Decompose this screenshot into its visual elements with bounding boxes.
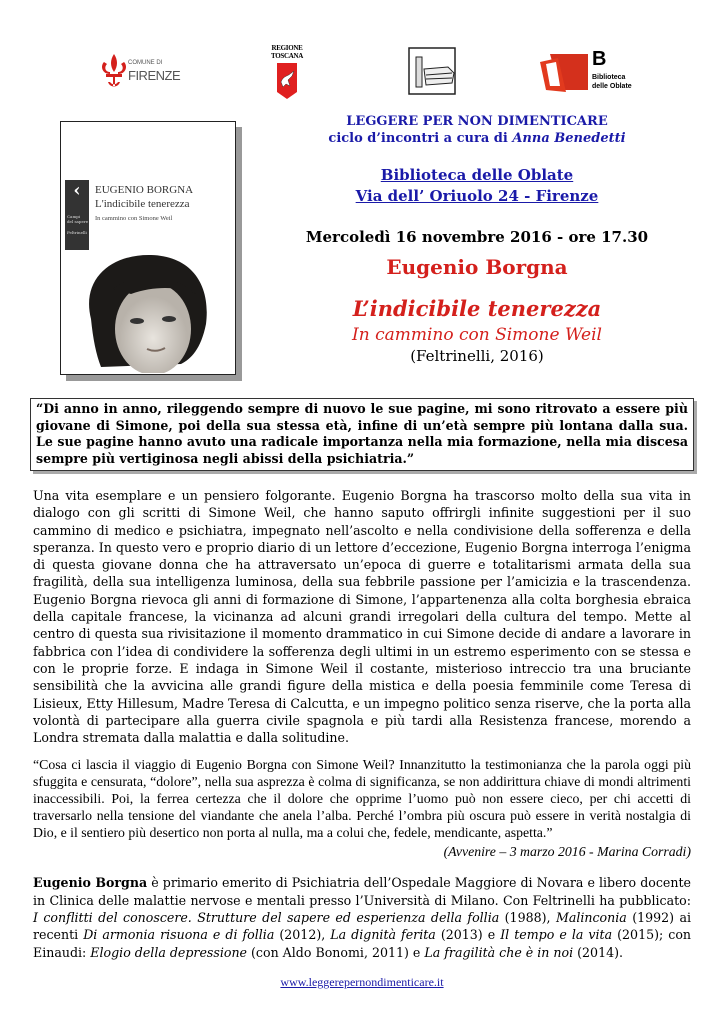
feltrinelli-chevron-icon: ‹ — [73, 180, 81, 201]
website-footer — [30, 975, 694, 990]
oblate-b-letter: B — [592, 48, 607, 70]
curator-name: Anna Benedetti — [512, 131, 626, 146]
website-link[interactable]: www.leggerepernondimenticare.it — [280, 974, 444, 989]
cover-subtitle: In cammino con Simone Weil — [95, 215, 173, 222]
bio-book-title: La fragilità che è in noi — [424, 944, 574, 960]
bio-text: (2014). — [573, 944, 624, 960]
venue-link[interactable]: Biblioteca delle Oblate — [380, 166, 574, 184]
publisher-band — [65, 180, 89, 250]
bio-text: (2012), — [274, 927, 331, 943]
bio-text: (2013) e — [435, 927, 501, 943]
content-flow — [30, 398, 694, 1020]
author-quote: “Di anno in anno, rileggendo sempre di nuovo le sue pagine, mi sono ritrovato a essere più giovane di Simone, poi della sua stessa età, infine di un’età sempre più lontana dalla sua. Le sue pagine hanno avuto una radicale importanza nella mia formazione, nella mia discesa sempre più vertiginosa negli abissi della psichiatria.” — [30, 398, 694, 471]
toscana-label: TOSCANA — [270, 52, 303, 60]
curated-line — [262, 131, 692, 147]
regione-label: REGIONE — [271, 44, 303, 52]
books-icon — [408, 47, 458, 97]
bio-book-title: Il tempo e la vita — [500, 927, 613, 943]
bio-book-title: La dignità ferita — [330, 927, 436, 943]
event-author: Eugenio Borgna — [386, 255, 568, 279]
regione-toscana-logo — [266, 44, 308, 100]
book-subtitle: In cammino con Simone Weil — [352, 325, 602, 345]
author-bio — [33, 874, 691, 960]
oblate-line1: Biblioteca — [592, 74, 626, 81]
curated-prefix: ciclo d’incontri a cura di — [328, 131, 513, 146]
book-cover — [60, 121, 236, 375]
oblate-line2: delle Oblate — [592, 83, 632, 90]
review-citation: (Avvenire – 3 marzo 2016 - Marina Corradi) — [443, 844, 691, 860]
simone-weil-portrait — [61, 249, 233, 373]
biblioteca-oblate-logo — [540, 50, 640, 96]
comune-label: COMUNE DI — [128, 60, 163, 66]
bio-book-title: Elogio della depressione — [90, 944, 248, 960]
series-line1: Campi — [67, 214, 81, 219]
bio-text: è primario emerito di Psichiatria dell’Ospedale Maggiore di Novara e libero docente in Clinica delle malattie nervose e mentali presso l’Università di Milano. Con Feltrinelli ha pubblicato: — [33, 875, 691, 908]
bio-book-title: Di armonia risuona e di follia — [83, 927, 275, 943]
bio-author-name: Eugenio Borgna — [33, 875, 148, 891]
firenze-label: FIRENZE — [128, 68, 181, 83]
cover-author: EUGENIO BORGNA — [95, 184, 194, 196]
book-title: L’indicibile tenerezza — [352, 296, 602, 321]
bio-text: (1992) ai recenti — [33, 910, 692, 943]
book-description: Una vita esemplare e un pensiero folgorante. Eugenio Borgna ha trascorso molto della sua vita in dialogo con gli scritti di Simone Weil, che hanno saputo offrirgli infinite suggestioni per il suo cammino di medico e psichiatra, impegnato nell’ascolto e nella condivisione della sofferenza e della speranza. In questo vero e proprio diario di un lettore d’eccezione, Eugenio Borgna interroga l’enigma di questa giovane donna che ha attraversato un’epoca di guerre e totalitarismi armata della sua fragilità, della sua intelligenza luminosa, della sua febbrile passione per l’amicizia e la trascendenza. Eugenio Borgna rievoca gli anni di formazione di Simone, l’appartenenza alla colta borghesia ebraica della capitale francese, la vicinanza ad alcuni grandi irregolari della cultura del tempo. Mette al centro di questa sua rivisitazione il momento drammatico in cui Simone decide di andare a lavorare in fabbrica con l’idea di condividere la sofferenza degli ultimi in un estremo esperimento con se stessa e con le proprie forze. E indaga in Simone Weil il costante, misterioso intreccio tra una bruciante sensibilità che la avvicina alle grandi figure della mistica e della poesia femminile come Teresa di Lisieux, Etty Hillesum, Madre Teresa di Calcutta, e un impegno politico senza riserve, che la porta alla volontà di partecipare alla guerra civile spagnola e più tardi alla Resistenza francese, morendo a Londra stremata dalla malattia e dalla solitudine. — [33, 488, 691, 746]
book-edition: (Feltrinelli, 2016) — [410, 347, 544, 365]
books-hourglass-logo — [408, 47, 458, 97]
bio-text: (1988), — [499, 910, 556, 926]
pegasus-shield-icon — [276, 62, 298, 100]
event-datetime: Mercoledì 16 novembre 2016 - ore 17.30 — [305, 228, 649, 246]
fleur-de-lis-icon — [100, 52, 128, 90]
address-link[interactable]: Via dell’ Oriuolo 24 - Firenze — [355, 187, 599, 205]
bio-text: (con Aldo Bonomi, 2011) e — [247, 944, 425, 960]
oblate-book-icon — [540, 50, 590, 94]
cover-publisher: Feltrinelli — [67, 230, 87, 235]
bio-text: (2015); con Einaudi: — [33, 927, 692, 960]
bio-book-title: Malinconia — [555, 910, 627, 926]
cover-title: L'indicibile tenerezza — [95, 198, 190, 210]
series-line2: del sapere — [67, 219, 89, 224]
comune-firenze-logo — [100, 52, 181, 92]
review-quote: “Cosa ci lascia il viaggio di Eugenio Borgna con Simone Weil? Innanzitutto la testimonianza che la parola oggi più sfuggita e censurata, “dolore”, nella sua asprezza è colma di significanza, se non addirittura chiave di mondi altrimenti inaccessibili. Poi, la ferrea certezza che il dolore che opprime l’uomo può non essere cieco, per chi accetti di traversarlo nella tensione del viandante che anela l’alba. Perché l’ombra più oscura può essere in verità nostalgia di Dio, e il sentiero più desertico non porta al nulla, ma a colui che, fedele, mendicante, aspetta.” — [33, 757, 691, 841]
bio-book-title: I conflitti del conoscere. Strutture del sapere ed esperienza della follia — [33, 910, 500, 926]
series-title: LEGGERE PER NON DIMENTICARE — [346, 114, 608, 129]
